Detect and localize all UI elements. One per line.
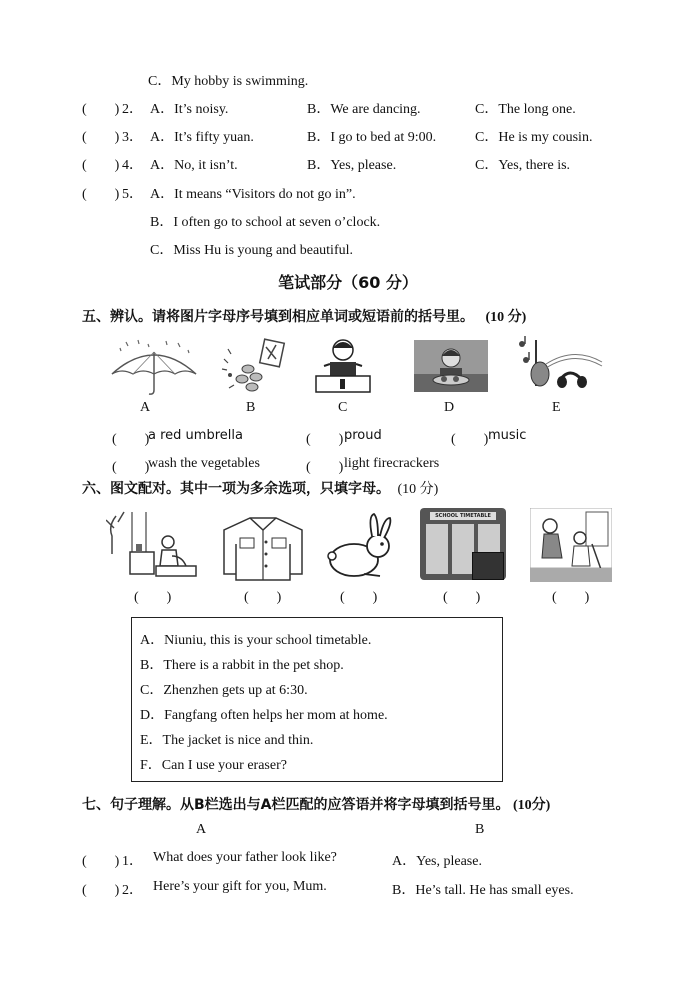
music-picture bbox=[516, 336, 604, 394]
timetable-column bbox=[452, 524, 474, 574]
section5-heading-row bbox=[82, 306, 526, 326]
s6-blank-1[interactable]: ( ) bbox=[134, 590, 172, 605]
s6-option-d: D．Fangfang often helps her mom at home. bbox=[140, 708, 388, 723]
s7-row-2-answer: B．He’s tall. He has small eyes. bbox=[392, 883, 574, 898]
s7-row-1-question: What does your father look like? bbox=[153, 850, 337, 865]
q4-option-a: A．No, it isn’t. bbox=[150, 158, 238, 173]
schoolbag-icon bbox=[472, 552, 504, 580]
q5-option-b: B．I often go to school at seven o’clock. bbox=[150, 215, 381, 230]
section7-points: (10分) bbox=[513, 798, 551, 813]
s5-item-1-bracket[interactable]: ( ) bbox=[112, 432, 150, 447]
s6-option-e: E．The jacket is nice and thin. bbox=[140, 733, 314, 748]
s6-blank-3[interactable]: ( ) bbox=[340, 590, 378, 605]
s7-row-1-number: 1． bbox=[122, 854, 143, 869]
s7-row-2-bracket[interactable]: ( ) bbox=[82, 883, 120, 898]
q2-number: 2． bbox=[122, 102, 143, 117]
section6-heading-row bbox=[82, 478, 438, 498]
s6-option-b: B．There is a rabbit in the pet shop. bbox=[140, 658, 344, 673]
firecrackers-picture bbox=[218, 335, 288, 395]
written-part-title: 笔试部分（60 分） bbox=[278, 273, 418, 292]
rabbit-picture bbox=[324, 512, 402, 582]
s5-item-4-text: wash the vegetables bbox=[148, 456, 260, 471]
s5-item-2-text: proud bbox=[344, 428, 382, 443]
section5-points: (10 分) bbox=[485, 310, 527, 325]
s7-row-2-question: Here’s your gift for you, Mum. bbox=[153, 879, 327, 894]
helping-mom-picture bbox=[530, 508, 612, 582]
wash-vegetables-picture bbox=[414, 340, 488, 392]
section6-points: (10 分) bbox=[397, 482, 439, 497]
timetable-sign: SCHOOL TIMETABLE bbox=[430, 512, 496, 520]
column-a-label: A bbox=[196, 822, 207, 837]
q3-option-b: B．I go to bed at 9:00. bbox=[307, 130, 437, 145]
s5-item-1-text: a red umbrella bbox=[148, 428, 243, 443]
umbrella-picture bbox=[108, 338, 200, 396]
s5-item-3-bracket[interactable]: ( ) bbox=[451, 432, 489, 447]
s6-option-f: F．Can I use your eraser? bbox=[140, 758, 287, 773]
section5-heading: 五、辨认。请将图片字母序号填到相应单词或短语前的括号里。 bbox=[82, 309, 474, 325]
q5-option-a: A．It means “Visitors do not go in”. bbox=[150, 187, 356, 202]
q3-option-a: A．It’s fifty yuan. bbox=[150, 130, 254, 145]
q3-option-c: C．He is my cousin. bbox=[475, 130, 593, 145]
s6-blank-4[interactable]: ( ) bbox=[443, 590, 481, 605]
q2-option-a: A．It’s noisy. bbox=[150, 102, 229, 117]
s6-option-c: C．Zhenzhen gets up at 6:30. bbox=[140, 683, 308, 698]
s5-item-5-text: light firecrackers bbox=[344, 456, 440, 471]
s6-option-a: A．Niuniu, this is your school timetable. bbox=[140, 633, 372, 648]
getting-up-picture bbox=[106, 506, 198, 582]
section7-heading: 七、句子理解。从B栏选出与A栏匹配的应答语并将字母填到括号里。 bbox=[82, 797, 510, 813]
s5-item-2-bracket[interactable]: ( ) bbox=[306, 432, 344, 447]
q2-option-b: B．We are dancing. bbox=[307, 102, 421, 117]
timetable-column bbox=[426, 524, 448, 574]
s6-blank-2[interactable]: ( ) bbox=[244, 590, 282, 605]
s5-item-3-text: music bbox=[488, 428, 527, 443]
q2-answer-bracket[interactable]: ( ) bbox=[82, 102, 120, 117]
section6-heading: 六、图文配对。其中一项为多余选项，只填字母。 bbox=[82, 481, 390, 497]
q4-option-c: C．Yes, there is. bbox=[475, 158, 571, 173]
proud-boy-picture bbox=[312, 336, 374, 394]
s5-item-5-bracket[interactable]: ( ) bbox=[306, 460, 344, 475]
s7-row-1-bracket[interactable]: ( ) bbox=[82, 854, 120, 869]
picture-label-b: B bbox=[246, 400, 256, 415]
q4-answer-bracket[interactable]: ( ) bbox=[82, 158, 120, 173]
q3-number: 3． bbox=[122, 130, 143, 145]
s7-row-2-number: 2． bbox=[122, 883, 143, 898]
q5-option-c: C．Miss Hu is young and beautiful. bbox=[150, 243, 353, 258]
picture-label-a: A bbox=[140, 400, 151, 415]
section7-heading-row bbox=[82, 794, 550, 814]
column-b-label: B bbox=[475, 822, 485, 837]
s6-blank-5[interactable]: ( ) bbox=[552, 590, 590, 605]
timetable-picture bbox=[420, 508, 506, 580]
picture-label-c: C bbox=[338, 400, 348, 415]
q1-option-c: C．My hobby is swimming. bbox=[148, 74, 309, 89]
q2-option-c: C．The long one. bbox=[475, 102, 576, 117]
s5-item-4-bracket[interactable]: ( ) bbox=[112, 460, 150, 475]
q4-option-b: B．Yes, please. bbox=[307, 158, 397, 173]
q3-answer-bracket[interactable]: ( ) bbox=[82, 130, 120, 145]
picture-label-e: E bbox=[552, 400, 561, 415]
picture-label-d: D bbox=[444, 400, 455, 415]
q4-number: 4． bbox=[122, 158, 143, 173]
q5-number: 5． bbox=[122, 187, 143, 202]
s7-row-1-answer: A．Yes, please. bbox=[392, 854, 482, 869]
q5-answer-bracket[interactable]: ( ) bbox=[82, 187, 120, 202]
jacket-picture bbox=[220, 514, 306, 582]
